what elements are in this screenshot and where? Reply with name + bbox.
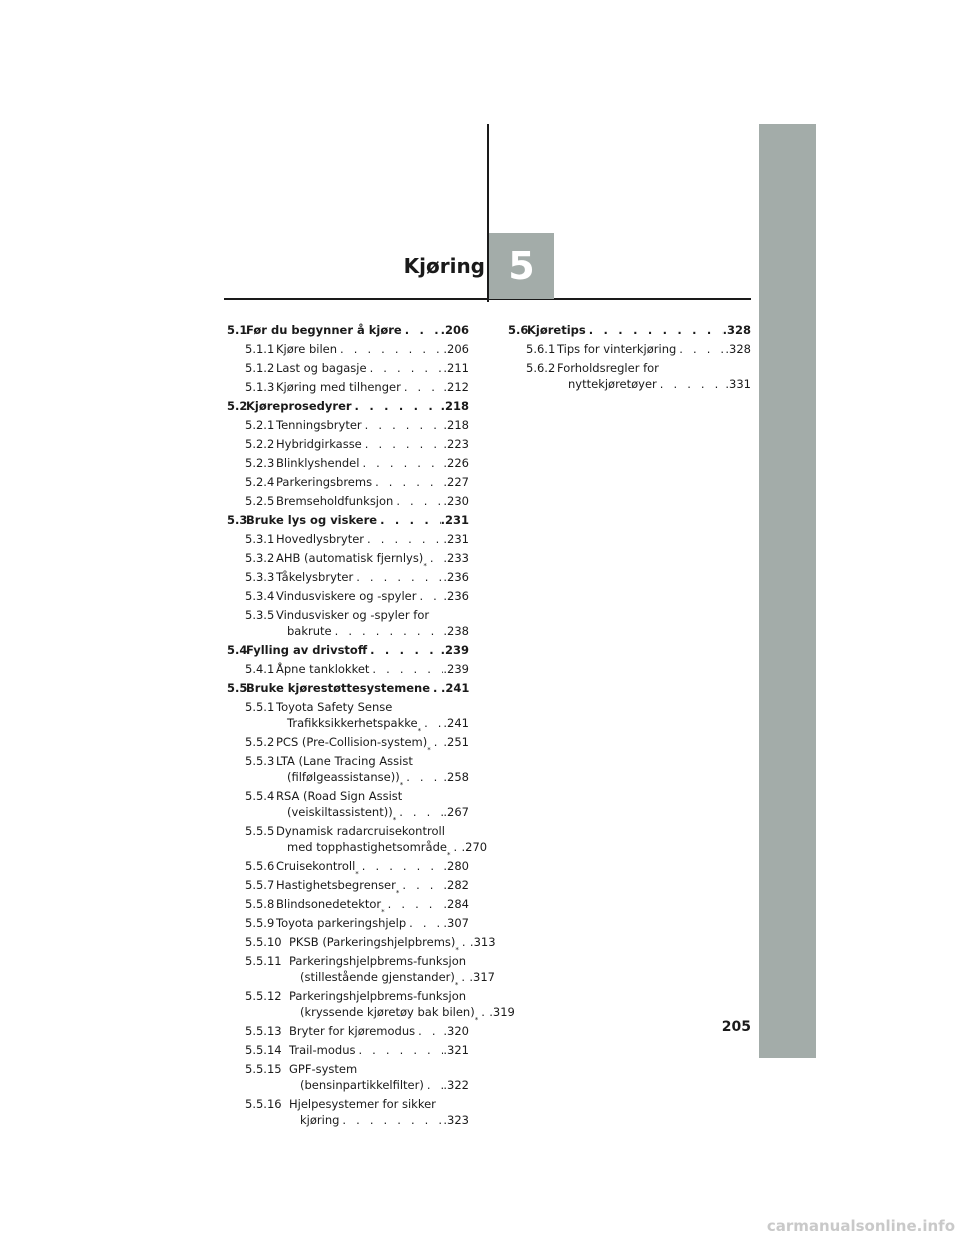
dot-leader bbox=[421, 715, 443, 731]
toc-entry-body bbox=[276, 474, 469, 490]
toc-entry-body bbox=[276, 661, 469, 677]
page-number: 205 bbox=[721, 1019, 751, 1035]
toc-entry-page: .239 bbox=[443, 662, 469, 676]
dot-leader bbox=[359, 455, 443, 471]
dot-leader bbox=[367, 642, 440, 658]
toc-subsection-entry[interactable] bbox=[227, 858, 469, 878]
toc-entry-title-line: Tåkelysbryter bbox=[276, 570, 354, 584]
toc-entry-last-line bbox=[527, 322, 751, 338]
toc-entry-page: .322 bbox=[443, 1078, 469, 1092]
toc-entry-last-line bbox=[276, 417, 469, 433]
toc-entry-number: 5.2 bbox=[227, 399, 248, 413]
toc-entry-number: 5.5.15 bbox=[245, 1062, 282, 1076]
dot-leader bbox=[385, 896, 444, 912]
toc-entry-number: 5.2.3 bbox=[245, 456, 275, 470]
toc-entry-title-line: (veiskiltassistent)) bbox=[287, 805, 393, 819]
toc-subsection-entry[interactable] bbox=[227, 699, 469, 735]
toc-entry-last-line: (stillestående gjenstander) * . . . .317 bbox=[289, 969, 469, 985]
toc-entry-page: .231 bbox=[440, 513, 469, 527]
toc-subsection-entry[interactable] bbox=[227, 474, 469, 490]
toc-subsection-entry[interactable] bbox=[227, 953, 495, 989]
toc-subsection-entry[interactable] bbox=[227, 788, 469, 824]
toc-entry-page: .206 bbox=[440, 323, 469, 337]
toc-subsection-entry[interactable] bbox=[508, 360, 751, 392]
dot-leader bbox=[415, 1023, 443, 1039]
toc-entry-page: .231 bbox=[443, 532, 469, 546]
toc-entry-number: 5.5.14 bbox=[245, 1043, 282, 1057]
dot-leader bbox=[369, 661, 443, 677]
toc-entry-body bbox=[289, 953, 495, 989]
toc-entry-last-line bbox=[289, 1077, 469, 1093]
toc-entry-page: .280 bbox=[443, 859, 469, 873]
toc-section-entry[interactable] bbox=[227, 322, 469, 338]
toc-entry-title-line: Kjøretips bbox=[527, 323, 586, 337]
toc-entry-last-line: med topphastighetsområde * . . . .270 bbox=[276, 839, 469, 855]
toc-entry-body bbox=[276, 417, 469, 433]
toc-entry-body bbox=[276, 915, 469, 931]
toc-entry-number: 5.4.1 bbox=[245, 662, 275, 676]
toc-entry-page: .233 bbox=[443, 551, 469, 565]
toc-entry-number: 5.5.16 bbox=[245, 1097, 282, 1111]
toc-entry-page: .212 bbox=[443, 380, 469, 394]
toc-entry-page: .236 bbox=[443, 589, 469, 603]
toc-entry-last-line bbox=[276, 341, 469, 357]
toc-entry-number: 5.5.7 bbox=[245, 878, 275, 892]
toc-entry-title-line: Tips for vinterkjøring bbox=[557, 342, 677, 356]
toc-entry-body bbox=[527, 322, 751, 338]
toc-entry-last-line bbox=[557, 341, 751, 357]
toc-entry-number: 5.3.3 bbox=[245, 570, 275, 584]
toc-entry-last-line bbox=[276, 588, 469, 604]
dot-leader bbox=[406, 915, 443, 931]
dot-leader bbox=[396, 804, 443, 820]
toc-column-right bbox=[508, 322, 751, 395]
toc-entry-title-line: Kjøreprosedyrer bbox=[246, 399, 352, 413]
toc-entry-body bbox=[557, 360, 751, 392]
chapter-side-tab bbox=[759, 124, 816, 1058]
toc-entry-number: 5.3.2 bbox=[245, 551, 275, 565]
toc-subsection-entry[interactable] bbox=[227, 379, 469, 395]
toc-entry-last-line bbox=[276, 455, 469, 471]
toc-entry-number: 5.2.2 bbox=[245, 437, 275, 451]
toc-entry-body bbox=[276, 877, 469, 897]
toc-entry-last-line bbox=[246, 322, 469, 338]
toc-entry-number: 5.5.8 bbox=[245, 897, 275, 911]
toc-entry-last-line bbox=[276, 623, 469, 639]
toc-entry-title-line: Kjøring med tilhenger bbox=[276, 380, 401, 394]
toc-entry-page: .226 bbox=[443, 456, 469, 470]
toc-entry-body bbox=[246, 398, 469, 414]
toc-entry-body bbox=[276, 823, 488, 859]
toc-subsection-entry[interactable] bbox=[227, 341, 469, 357]
watermark: carmanualsonline.info bbox=[766, 1217, 955, 1235]
toc-entry-page: .227 bbox=[443, 475, 469, 489]
toc-entry-page: .323 bbox=[443, 1113, 469, 1127]
toc-entry-number: 5.5.3 bbox=[245, 754, 275, 768]
toc-section-entry[interactable] bbox=[227, 512, 469, 528]
toc-entry-page: .307 bbox=[443, 916, 469, 930]
dot-leader bbox=[377, 512, 441, 528]
toc-entry-body bbox=[246, 322, 469, 338]
dot-leader bbox=[459, 934, 470, 950]
toc-entry-title-line: Fylling av drivstoff bbox=[246, 643, 368, 657]
toc-entry-number: 5.5.12 bbox=[245, 989, 282, 1003]
toc-entry-number: 5.5.11 bbox=[245, 954, 282, 968]
toc-entry-title-line: Bremseholdfunksjon bbox=[276, 494, 394, 508]
toc-entry-last-line bbox=[246, 680, 469, 696]
toc-entry-title-line: Trail-modus bbox=[289, 1043, 356, 1057]
chapter-horizontal-rule bbox=[224, 298, 751, 300]
toc-entry-body bbox=[276, 699, 469, 735]
dot-leader bbox=[458, 969, 469, 985]
toc-entry-title-line: bakrute bbox=[287, 624, 332, 638]
toc-entry-number: 5.5.2 bbox=[245, 735, 275, 749]
dot-leader bbox=[430, 680, 441, 696]
toc-entry-title-line: (kryssende kjøretøy bak bilen) bbox=[300, 1005, 475, 1019]
toc-subsection-entry[interactable] bbox=[227, 550, 469, 570]
toc-entry-body bbox=[246, 680, 469, 696]
toc-entry-body bbox=[276, 607, 469, 639]
toc-entry-body bbox=[276, 493, 469, 509]
toc-entry-last-line bbox=[276, 531, 469, 547]
toc-subsection-entry[interactable] bbox=[227, 1023, 469, 1039]
toc-entry-last-line bbox=[276, 915, 469, 931]
toc-subsection-entry[interactable] bbox=[227, 915, 469, 931]
toc-entry-page: .317 bbox=[469, 970, 495, 984]
toc-subsection-entry[interactable] bbox=[227, 569, 469, 585]
toc-entry-page: .267 bbox=[443, 805, 469, 819]
toc-entry-title-line: Vindusviskere og -spyler bbox=[276, 589, 417, 603]
toc-entry-number: 5.6 bbox=[508, 323, 529, 337]
toc-entry-last-line: PCS (Pre-Collision-system) * . . . .251 bbox=[276, 734, 469, 750]
dot-leader bbox=[337, 341, 443, 357]
toc-entry-last-line bbox=[289, 1042, 469, 1058]
toc-entry-page: .218 bbox=[440, 399, 469, 413]
toc-entry-number: 5.2.5 bbox=[245, 494, 275, 508]
toc-entry-title-line: kjøring bbox=[300, 1113, 340, 1127]
toc-subsection-entry[interactable] bbox=[508, 341, 751, 357]
toc-entry-title-line: (filfølgeassistanse)) bbox=[287, 770, 400, 784]
toc-entry-title-line: Hjelpesystemer for sikker bbox=[289, 1097, 436, 1111]
toc-entry-body bbox=[276, 896, 469, 916]
toc-entry-body bbox=[276, 569, 469, 585]
dot-leader bbox=[431, 734, 444, 750]
toc-entry-last-line: Trafikksikkerhetspakke * . . . .241 bbox=[276, 715, 469, 731]
toc-entry-last-line bbox=[276, 474, 469, 490]
toc-subsection-entry[interactable] bbox=[227, 1096, 469, 1128]
toc-entry-last-line bbox=[276, 569, 469, 585]
toc-entry-title-line: Kjøre bilen bbox=[276, 342, 338, 356]
toc-entry-body bbox=[276, 734, 469, 754]
toc-entry-page: .236 bbox=[443, 570, 469, 584]
toc-entry-last-line bbox=[289, 1112, 469, 1128]
toc-subsection-entry[interactable] bbox=[227, 988, 515, 1024]
toc-subsection-entry[interactable] bbox=[227, 823, 488, 859]
toc-entry-page: .241 bbox=[441, 681, 470, 695]
toc-entry-number: 5.5.10 bbox=[245, 935, 282, 949]
toc-entry-number: 5.5.6 bbox=[245, 859, 275, 873]
toc-entry-title-line: Parkeringshjelpbrems-funksjon bbox=[289, 989, 467, 1003]
toc-entry-last-line bbox=[246, 512, 469, 528]
toc-entry-title-line: PCS (Pre-Collision-system) bbox=[276, 735, 428, 749]
toc-entry-number: 5.1.3 bbox=[245, 380, 275, 394]
toc-entry-last-line: (kryssende kjøretøy bak bilen) * . . . .319 bbox=[289, 1004, 469, 1020]
toc-entry-title-line: nyttekjøretøyer bbox=[568, 377, 657, 391]
toc-entry-page: .230 bbox=[443, 494, 469, 508]
dot-leader bbox=[364, 531, 443, 547]
toc-entry-body bbox=[276, 455, 469, 471]
dot-leader bbox=[657, 376, 726, 392]
toc-entry-page: .223 bbox=[443, 437, 469, 451]
toc-entry-title-line: Trafikksikkerhetspakke bbox=[287, 716, 418, 730]
toc-entry-title-line: Bruke kjørestøttesystemene bbox=[246, 681, 431, 695]
toc-entry-title-line: LTA (Lane Tracing Assist bbox=[276, 754, 413, 768]
toc-entry-body bbox=[289, 1023, 469, 1039]
toc-entry-number: 5.5.5 bbox=[245, 824, 275, 838]
toc-entry-body bbox=[276, 753, 469, 789]
toc-entry-title-line: Dynamisk radarcruisekontroll bbox=[276, 824, 445, 838]
toc-entry-title-line: RSA (Road Sign Assist bbox=[276, 789, 403, 803]
toc-entry-last-line bbox=[276, 493, 469, 509]
toc-entry-body bbox=[246, 512, 469, 528]
toc-entry-page: .328 bbox=[722, 323, 751, 337]
dot-leader bbox=[402, 322, 441, 338]
dot-leader bbox=[416, 588, 443, 604]
dot-leader bbox=[586, 322, 723, 338]
toc-entry-number: 5.5.9 bbox=[245, 916, 275, 930]
toc-entry-last-line bbox=[276, 436, 469, 452]
dot-leader bbox=[353, 569, 443, 585]
toc-entry-number: 5.3.5 bbox=[245, 608, 275, 622]
dot-leader bbox=[332, 623, 444, 639]
toc-entry-number: 5.3.4 bbox=[245, 589, 275, 603]
toc-entry-title-line: Cruisekontroll bbox=[276, 859, 356, 873]
toc-entry-body bbox=[276, 788, 469, 824]
dot-leader bbox=[478, 1004, 489, 1020]
toc-entry-last-line bbox=[276, 379, 469, 395]
toc-entry-page: .241 bbox=[443, 716, 469, 730]
toc-entry-title-line: Tenningsbryter bbox=[276, 418, 362, 432]
toc-entry-number: 5.4 bbox=[227, 643, 248, 657]
toc-entry-title-line: Bryter for kjøremodus bbox=[289, 1024, 416, 1038]
toc-entry-last-line bbox=[276, 360, 469, 376]
toc-entry-number: 5.1.1 bbox=[245, 342, 275, 356]
toc-subsection-entry[interactable] bbox=[227, 588, 469, 604]
toc-entry-title-line: Hybridgirkasse bbox=[276, 437, 362, 451]
toc-entry-title-line: Før du begynner å kjøre bbox=[246, 323, 402, 337]
toc-subsection-entry[interactable] bbox=[227, 436, 469, 452]
toc-entry-body bbox=[276, 531, 469, 547]
toc-entry-title-line: Toyota Safety Sense bbox=[276, 700, 393, 714]
dot-leader bbox=[401, 379, 444, 395]
toc-subsection-entry[interactable] bbox=[227, 753, 469, 789]
dot-leader bbox=[399, 877, 443, 893]
chapter-title: Kjøring bbox=[403, 254, 485, 278]
toc-entry-title-line: Forholdsregler for bbox=[557, 361, 659, 375]
toc-entry-body bbox=[289, 1061, 469, 1093]
toc-entry-last-line: (veiskiltassistent)) * . . . .267 bbox=[276, 804, 469, 820]
toc-subsection-entry[interactable] bbox=[227, 607, 469, 639]
toc-entry-last-line bbox=[246, 398, 469, 414]
toc-entry-page: .239 bbox=[440, 643, 469, 657]
toc-subsection-entry[interactable] bbox=[227, 734, 469, 754]
toc-column-left bbox=[227, 322, 515, 1131]
dot-leader bbox=[403, 769, 443, 785]
toc-subsection-entry[interactable] bbox=[227, 531, 469, 547]
toc-entry-body bbox=[276, 436, 469, 452]
toc-entry-page: .328 bbox=[725, 342, 751, 356]
toc-entry-title-line: Åpne tanklokket bbox=[276, 662, 370, 676]
toc-entry-last-line bbox=[276, 661, 469, 677]
dot-leader bbox=[424, 1077, 444, 1093]
toc-entry-number: 5.5.1 bbox=[245, 700, 275, 714]
toc-subsection-entry[interactable] bbox=[227, 661, 469, 677]
toc-entry-title-line: Parkeringsbrems bbox=[276, 475, 373, 489]
dot-leader bbox=[372, 474, 443, 490]
toc-entry-title-line: AHB (automatisk fjernlys) bbox=[276, 551, 424, 565]
toc-section-entry[interactable] bbox=[227, 398, 469, 414]
toc-entry-page: .206 bbox=[443, 342, 469, 356]
toc-entry-body bbox=[289, 988, 515, 1024]
toc-entry-page: .251 bbox=[443, 735, 469, 749]
toc-entry-body bbox=[276, 341, 469, 357]
toc-entry-body bbox=[289, 934, 496, 954]
toc-entry-body bbox=[289, 1042, 469, 1058]
dot-leader bbox=[362, 417, 444, 433]
dot-leader bbox=[359, 858, 444, 874]
toc-subsection-entry[interactable] bbox=[227, 896, 469, 916]
toc-entry-title-line: Hovedlysbryter bbox=[276, 532, 365, 546]
toc-entry-page: .211 bbox=[443, 361, 469, 375]
toc-entry-body bbox=[557, 341, 751, 357]
chapter-number-box: 5 bbox=[489, 233, 554, 299]
toc-entry-last-line: (filfølgeassistanse)) * . . . .258 bbox=[276, 769, 469, 785]
toc-entry-number: 5.2.1 bbox=[245, 418, 275, 432]
toc-entry-page: .218 bbox=[443, 418, 469, 432]
toc-section-entry[interactable] bbox=[227, 642, 469, 658]
toc-subsection-entry[interactable] bbox=[227, 455, 469, 471]
toc-entry-title-line: Vindusvisker og -spyler for bbox=[276, 608, 430, 622]
toc-entry-last-line bbox=[289, 1023, 469, 1039]
toc-entry-title-line: Bruke lys og viskere bbox=[246, 513, 378, 527]
toc-entry-page: .321 bbox=[443, 1043, 469, 1057]
toc-entry-last-line: Blindsonedetektor * . . . .284 bbox=[276, 896, 469, 912]
toc-entry-title-line: med topphastighetsområde bbox=[287, 840, 447, 854]
dot-leader bbox=[367, 360, 444, 376]
toc-entry-title-line: Hastighetsbegrenser bbox=[276, 878, 396, 892]
toc-entry-title-line: Blinklyshendel bbox=[276, 456, 360, 470]
toc-entry-last-line bbox=[557, 376, 751, 392]
toc-entry-body bbox=[276, 858, 469, 878]
toc-entry-page: .258 bbox=[443, 770, 469, 784]
toc-entry-number: 5.2.4 bbox=[245, 475, 275, 489]
toc-entry-number: 5.6.1 bbox=[526, 342, 556, 356]
toc-entry-number: 5.1 bbox=[227, 323, 248, 337]
toc-entry-body bbox=[276, 360, 469, 376]
toc-entry-last-line: AHB (automatisk fjernlys) * . . . .233 bbox=[276, 550, 469, 566]
toc-entry-body bbox=[289, 1096, 469, 1128]
toc-subsection-entry[interactable] bbox=[227, 1042, 469, 1058]
toc-entry-number: 5.3.1 bbox=[245, 532, 275, 546]
toc-entry-number: 5.6.2 bbox=[526, 361, 556, 375]
toc-subsection-entry[interactable] bbox=[227, 360, 469, 376]
dot-leader bbox=[393, 493, 443, 509]
toc-entry-number: 5.1.2 bbox=[245, 361, 275, 375]
toc-entry-last-line: Hastighetsbegrenser * . . . .282 bbox=[276, 877, 469, 893]
toc-entry-title-line: (bensinpartikkelfilter) bbox=[300, 1078, 424, 1092]
dot-leader bbox=[427, 550, 444, 566]
toc-entry-page: .313 bbox=[469, 935, 496, 949]
toc-entry-page: .238 bbox=[443, 624, 469, 638]
toc-entry-page: .282 bbox=[443, 878, 469, 892]
toc-entry-title-line: PKSB (Parkeringshjelpbrems) bbox=[289, 935, 456, 949]
toc-entry-page: .331 bbox=[725, 377, 751, 391]
toc-entry-number: 5.5.4 bbox=[245, 789, 275, 803]
toc-entry-title-line: Last og bagasje bbox=[276, 361, 367, 375]
toc-entry-title-line: Blindsonedetektor bbox=[276, 897, 382, 911]
dot-leader bbox=[676, 341, 725, 357]
toc-subsection-entry[interactable] bbox=[227, 877, 469, 897]
toc-entry-last-line: Cruisekontroll * . . . .280 bbox=[276, 858, 469, 874]
dot-leader bbox=[450, 839, 461, 855]
toc-entry-title-line: Toyota parkeringshjelp bbox=[276, 916, 407, 930]
toc-entry-page: .320 bbox=[443, 1024, 469, 1038]
toc-entry-number: 5.3 bbox=[227, 513, 248, 527]
toc-subsection-entry[interactable] bbox=[227, 934, 496, 954]
toc-entry-body bbox=[246, 642, 469, 658]
toc-subsection-entry[interactable] bbox=[227, 493, 469, 509]
toc-entry-last-line bbox=[246, 642, 469, 658]
toc-entry-page: .270 bbox=[461, 840, 488, 854]
toc-entry-title-line: (stillestående gjenstander) bbox=[300, 970, 455, 984]
toc-entry-body bbox=[276, 550, 469, 570]
toc-entry-page: .284 bbox=[443, 897, 469, 911]
dot-leader bbox=[362, 436, 444, 452]
toc-entry-title-line: Parkeringshjelpbrems-funksjon bbox=[289, 954, 467, 968]
toc-entry-last-line: PKSB (Parkeringshjelpbrems) * . . . .313 bbox=[289, 934, 469, 950]
toc-subsection-entry[interactable] bbox=[227, 417, 469, 433]
toc-entry-title-line: GPF-system bbox=[289, 1062, 358, 1076]
dot-leader bbox=[355, 1042, 443, 1058]
toc-section-entry[interactable] bbox=[227, 680, 469, 696]
toc-entry-body bbox=[276, 379, 469, 395]
dot-leader bbox=[352, 398, 441, 414]
toc-entry-number: 5.5.13 bbox=[245, 1024, 282, 1038]
toc-entry-body bbox=[276, 588, 469, 604]
toc-section-entry[interactable] bbox=[508, 322, 751, 338]
toc-entry-number: 5.5 bbox=[227, 681, 248, 695]
dot-leader bbox=[339, 1112, 443, 1128]
toc-entry-page: .319 bbox=[489, 1005, 515, 1019]
toc-subsection-entry[interactable] bbox=[227, 1061, 469, 1093]
